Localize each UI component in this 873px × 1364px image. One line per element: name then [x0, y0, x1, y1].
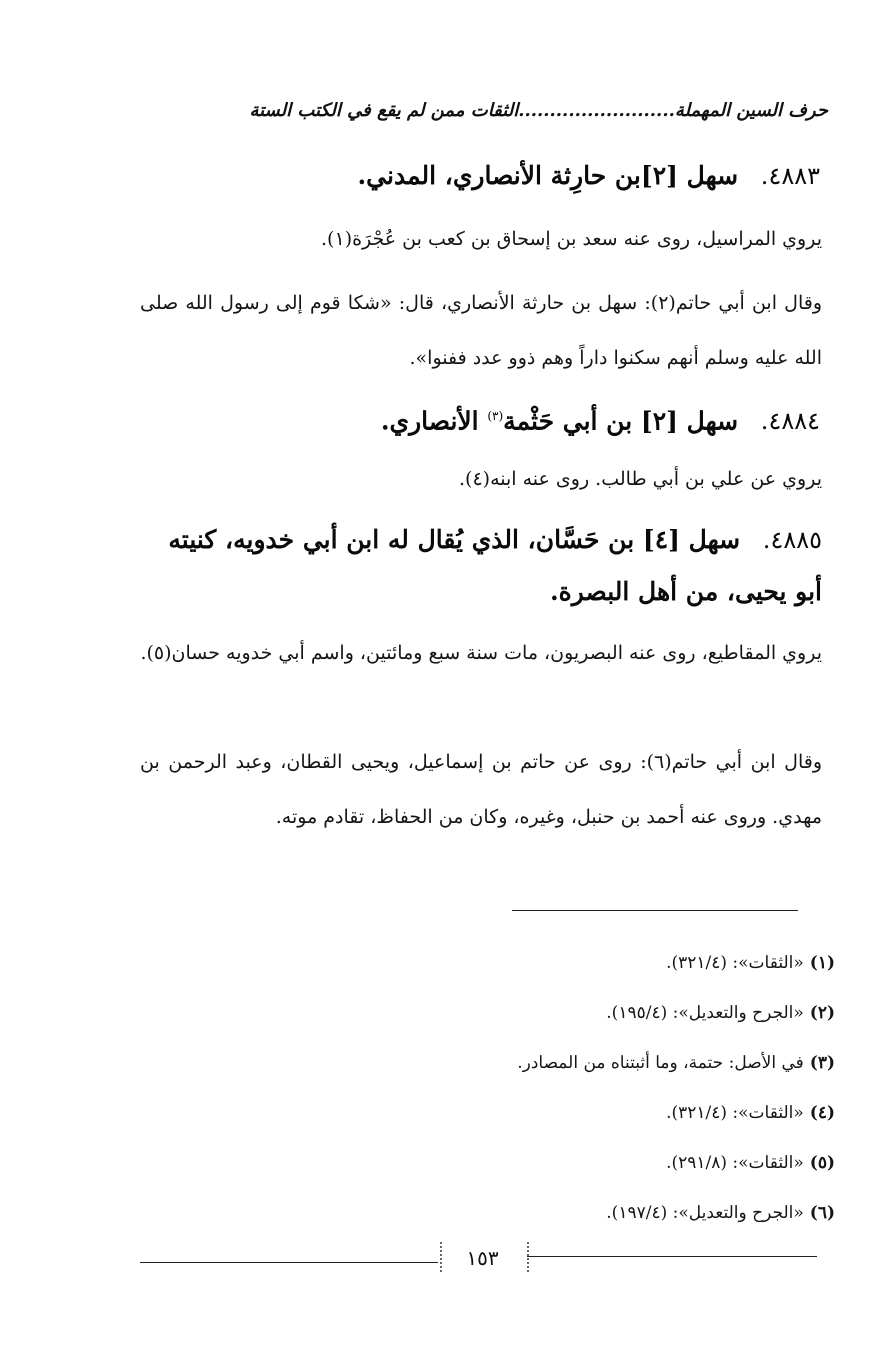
entry-number: ٤٨٨٥.	[762, 526, 822, 554]
paragraph: وقال ابن أبي حاتم(٦): روى عن حاتم بن إسماعيل، ويحيى القطان، وعبد الرحمن بن مهدي. وروى عنه أحمد بن حنبل، وغيره، وكان من الحفاظ، تقادم موته.	[140, 751, 822, 828]
entry-title-4885	[140, 514, 822, 618]
running-header: حرف السين المهملة.........................الثقات ممن لم يقع في الكتب الستة	[249, 100, 828, 121]
entry-title-4884	[300, 392, 820, 445]
footnotes	[380, 938, 835, 1238]
footnote-marker: (٣)	[487, 409, 504, 423]
entry-title-4883	[300, 152, 820, 200]
page-number: ١٥٣	[466, 1246, 499, 1270]
entry-number: ٤٨٨٤.	[760, 407, 820, 436]
footnote-2: (٢)«الجرح والتعديل»: (١٩٥/٤).	[606, 1003, 835, 1023]
bottom-rule-left	[140, 1262, 438, 1263]
entry-heading: سهل [٤] بن حَسَّان، الذي يُقال له ابن أبي خدويه، كنيته أبو يحيى، من أهل البصرة.	[168, 525, 822, 606]
paragraph: وقال ابن أبي حاتم(٢): سهل بن حارثة الأنصاري، قال: «شكا قوم إلى رسول الله صلى الله عليه وسلم أنهم سكنوا داراً وهم ذوو عدد ففنوا».	[140, 292, 822, 369]
entry-heading: سهل [٢] بن أبي حَثْمة	[503, 406, 739, 436]
footnote-6: (٦)«الجرح والتعديل»: (١٩٧/٤).	[606, 1203, 835, 1223]
entry-heading-suffix: الأنصاري.	[380, 406, 488, 436]
paragraph: يروي المراسيل، روى عنه سعد بن إسحاق بن كعب بن عُجْرَة(١).	[321, 228, 822, 250]
entry-heading: سهل [٢]بن حارِثة الأنصاري، المدني.	[357, 161, 739, 190]
paragraph: يروي المقاطيع، روى عنه البصريون، مات سنة سبع ومائتين، واسم أبي خدويه حسان(٥).	[140, 642, 822, 664]
paragraph: يروي عن علي بن أبي طالب. روى عنه ابنه(٤).	[459, 468, 822, 490]
footnote-5: (٥)«الثقات»: (٢٩١/٨).	[666, 1153, 835, 1173]
footnote-1: (١)«الثقات»: (٣٢١/٤).	[666, 953, 835, 973]
footnote-separator	[512, 910, 798, 911]
entry-number: ٤٨٨٣.	[760, 162, 820, 190]
footnote-3: (٣)في الأصل: حتمة، وما أثبتناه من المصادر.	[517, 1053, 835, 1073]
footnote-4: (٤)«الثقات»: (٣٢١/٤).	[666, 1103, 835, 1123]
bottom-rule-right	[527, 1256, 817, 1257]
